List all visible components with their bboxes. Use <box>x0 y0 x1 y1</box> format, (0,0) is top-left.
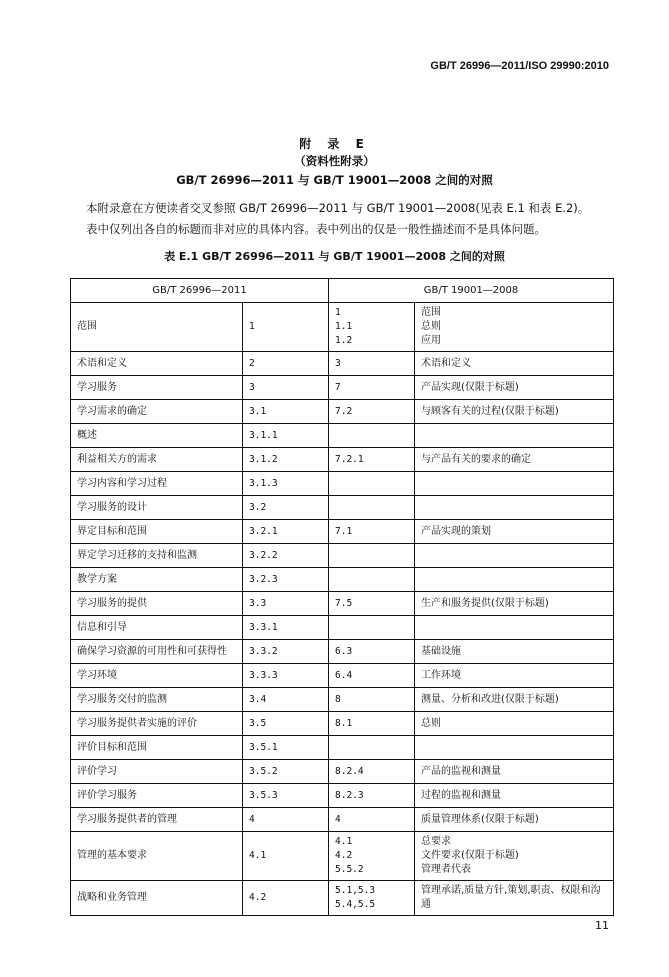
cell-gbt19001-clause <box>329 664 415 688</box>
table-caption: 表 E.1 GB/T 26996—2011 与 GB/T 19001—2008 之间的对照 <box>164 250 505 263</box>
cell-gbt26996-title: 教学方案 <box>71 568 243 592</box>
cell-gbt19001-clause <box>329 784 415 808</box>
cell-gbt19001-clause <box>329 881 415 916</box>
cell-gbt26996-title: 评价学习 <box>71 760 243 784</box>
table-row <box>71 616 614 640</box>
clause-title: 产品实现的策划 <box>421 525 491 537</box>
cell-gbt26996-clause: 3.1.3 <box>243 472 329 496</box>
clause-number: 8 <box>335 693 341 705</box>
cell-gbt26996-clause: 3.3.3 <box>243 664 329 688</box>
cell-gbt26996-clause: 3.5.3 <box>243 784 329 808</box>
cell-gbt26996-title: 范围 <box>71 303 243 352</box>
clause-number: 4 <box>335 813 341 825</box>
cell-gbt26996-clause: 3.2 <box>243 496 329 520</box>
cell-gbt19001-title <box>415 472 614 496</box>
cell-gbt19001-title <box>415 808 614 832</box>
cell-gbt26996-clause: 3.5.2 <box>243 760 329 784</box>
clause-title: 过程的监视和测量 <box>421 789 501 801</box>
page-number: 11 <box>595 919 609 932</box>
cell-gbt19001-clause <box>329 832 415 881</box>
clause-number: 3 <box>335 357 341 369</box>
cell-gbt19001-clause <box>329 688 415 712</box>
cell-gbt26996-title: 学习服务交付的监测 <box>71 688 243 712</box>
table-row <box>71 832 614 881</box>
cell-gbt26996-title: 学习服务提供者的管理 <box>71 808 243 832</box>
cell-gbt19001-title <box>415 616 614 640</box>
cell-gbt19001-title <box>415 303 614 352</box>
cell-gbt19001-title <box>415 568 614 592</box>
table-row <box>71 520 614 544</box>
cell-gbt19001-clause <box>329 424 415 448</box>
table-row <box>71 736 614 760</box>
appendix-title: GB/T 26996—2011 与 GB/T 19001—2008 之间的对照 <box>176 173 493 187</box>
cell-gbt19001-title <box>415 664 614 688</box>
clause-title: 与产品有关的要求的确定 <box>421 453 531 465</box>
clause-title: 管理承诺,质量方针,策划,职责、权限和沟通 <box>421 885 601 910</box>
cell-gbt19001-title <box>415 784 614 808</box>
cell-gbt19001-title <box>415 688 614 712</box>
cell-gbt19001-title <box>415 400 614 424</box>
cell-gbt26996-clause: 3.1.2 <box>243 448 329 472</box>
cell-gbt19001-clause <box>329 712 415 736</box>
clause-number: 7 <box>335 381 341 393</box>
comparison-table <box>70 278 614 916</box>
table-row <box>71 448 614 472</box>
cell-gbt19001-clause <box>329 520 415 544</box>
cell-gbt26996-clause: 4.2 <box>243 881 329 916</box>
clause-title: 应用 <box>421 335 441 346</box>
cell-gbt19001-title <box>415 760 614 784</box>
table-row <box>71 760 614 784</box>
intro-line-2: 表中仅列出各自的标题而非对应的具体内容。表中列出的仅是一般性描述而不是具体问题。 <box>86 222 546 236</box>
table-body <box>71 303 614 916</box>
table-row <box>71 352 614 376</box>
cell-gbt26996-title: 管理的基本要求 <box>71 832 243 881</box>
cell-gbt19001-clause <box>329 303 415 352</box>
clause-title: 管理者代表 <box>421 864 471 875</box>
clause-number: 4.1 <box>335 836 353 847</box>
cell-gbt19001-clause <box>329 736 415 760</box>
cell-gbt26996-title: 利益相关方的需求 <box>71 448 243 472</box>
table-row <box>71 664 614 688</box>
clause-title: 生产和服务提供(仅限于标题) <box>421 597 549 609</box>
cell-gbt26996-title: 学习服务 <box>71 376 243 400</box>
cell-gbt26996-clause: 3.1 <box>243 400 329 424</box>
cell-gbt26996-title: 学习内容和学习过程 <box>71 472 243 496</box>
cell-gbt26996-title: 学习服务提供者实施的评价 <box>71 712 243 736</box>
cell-gbt26996-clause: 3.4 <box>243 688 329 712</box>
appendix-type: （资料性附录） <box>294 154 375 168</box>
standard-id: GB/T 26996—2011/ISO 29990:2010 <box>430 60 609 72</box>
clause-title: 总则 <box>421 321 441 332</box>
cell-gbt26996-title: 学习环境 <box>71 664 243 688</box>
cell-gbt26996-title: 学习服务的设计 <box>71 496 243 520</box>
table-row <box>71 592 614 616</box>
table-row <box>71 400 614 424</box>
table-row <box>71 568 614 592</box>
clause-number: 6.3 <box>335 645 353 657</box>
cell-gbt19001-clause <box>329 592 415 616</box>
header-gbt26996: GB/T 26996—2011 <box>71 279 329 303</box>
table-row <box>71 640 614 664</box>
cell-gbt19001-clause <box>329 376 415 400</box>
table-row <box>71 496 614 520</box>
cell-gbt19001-title <box>415 712 614 736</box>
clause-number: 5.1,5.3 <box>335 885 376 896</box>
cell-gbt19001-clause <box>329 568 415 592</box>
cell-gbt19001-title <box>415 520 614 544</box>
clause-title: 范围 <box>421 307 441 318</box>
clause-number: 7.1 <box>335 525 353 537</box>
cell-gbt26996-clause: 1 <box>243 303 329 352</box>
clause-number: 1 <box>335 307 341 318</box>
clause-number: 5.4,5.5 <box>335 899 376 910</box>
cell-gbt26996-title: 评价目标和范围 <box>71 736 243 760</box>
table-row <box>71 784 614 808</box>
cell-gbt26996-clause: 3.1.1 <box>243 424 329 448</box>
cell-gbt19001-clause <box>329 352 415 376</box>
clause-title: 产品实现(仅限于标题) <box>421 381 519 393</box>
clause-number: 5.5.2 <box>335 864 364 875</box>
cell-gbt26996-clause: 3 <box>243 376 329 400</box>
cell-gbt26996-clause: 3.3.2 <box>243 640 329 664</box>
table-header-row <box>71 279 614 303</box>
cell-gbt19001-clause <box>329 640 415 664</box>
cell-gbt19001-title <box>415 640 614 664</box>
table-row <box>71 544 614 568</box>
clause-title: 术语和定义 <box>421 357 471 369</box>
table-row <box>71 472 614 496</box>
cell-gbt26996-clause: 4.1 <box>243 832 329 881</box>
intro-paragraph <box>86 198 601 240</box>
clause-number: 8.2.4 <box>335 765 364 777</box>
cell-gbt26996-clause: 3.3 <box>243 592 329 616</box>
clause-number: 8.1 <box>335 717 353 729</box>
cell-gbt19001-clause <box>329 760 415 784</box>
cell-gbt26996-clause: 3.2.1 <box>243 520 329 544</box>
cell-gbt19001-title <box>415 352 614 376</box>
cell-gbt19001-title <box>415 832 614 881</box>
cell-gbt26996-title: 术语和定义 <box>71 352 243 376</box>
cell-gbt19001-clause <box>329 544 415 568</box>
clause-title: 总则 <box>421 717 441 729</box>
cell-gbt19001-title <box>415 544 614 568</box>
cell-gbt26996-title: 信息和引导 <box>71 616 243 640</box>
cell-gbt19001-title <box>415 448 614 472</box>
clause-number: 7.5 <box>335 597 353 609</box>
clause-title: 文件要求(仅限于标题) <box>421 850 519 861</box>
cell-gbt19001-title <box>415 736 614 760</box>
clause-title: 质量管理体系(仅限于标题) <box>421 813 539 825</box>
clause-number: 1.2 <box>335 335 353 346</box>
cell-gbt19001-title <box>415 496 614 520</box>
cell-gbt19001-title <box>415 881 614 916</box>
clause-number: 8.2.3 <box>335 789 364 801</box>
cell-gbt26996-clause: 2 <box>243 352 329 376</box>
clause-title: 工作环境 <box>421 669 461 681</box>
clause-title: 总要求 <box>421 836 451 847</box>
header-gbt19001: GB/T 19001—2008 <box>329 279 614 303</box>
cell-gbt26996-title: 战略和业务管理 <box>71 881 243 916</box>
cell-gbt19001-clause <box>329 616 415 640</box>
table-row <box>71 881 614 916</box>
table-row <box>71 303 614 352</box>
cell-gbt26996-title: 学习服务的提供 <box>71 592 243 616</box>
cell-gbt26996-title: 评价学习服务 <box>71 784 243 808</box>
cell-gbt26996-title: 学习需求的确定 <box>71 400 243 424</box>
cell-gbt26996-title: 概述 <box>71 424 243 448</box>
table-row <box>71 424 614 448</box>
cell-gbt26996-title: 界定学习迁移的支持和监测 <box>71 544 243 568</box>
cell-gbt26996-clause: 3.2.3 <box>243 568 329 592</box>
clause-title: 基础设施 <box>421 645 461 657</box>
table-row <box>71 376 614 400</box>
clause-number: 6.4 <box>335 669 353 681</box>
cell-gbt26996-clause: 3.2.2 <box>243 544 329 568</box>
cell-gbt19001-clause <box>329 448 415 472</box>
table-row <box>71 808 614 832</box>
cell-gbt26996-clause: 3.5 <box>243 712 329 736</box>
clause-title: 测量、分析和改进(仅限于标题) <box>421 693 559 705</box>
cell-gbt19001-title <box>415 376 614 400</box>
appendix-label: 附 录 E <box>299 137 370 151</box>
clause-number: 7.2.1 <box>335 453 364 465</box>
cell-gbt19001-clause <box>329 472 415 496</box>
clause-number: 7.2 <box>335 405 353 417</box>
clause-title: 与顾客有关的过程(仅限于标题) <box>421 405 559 417</box>
intro-line-1: 本附录意在方便读者交叉参照 GB/T 26996—2011 与 GB/T 19001—2008(见表 E.1 和表 E.2)。 <box>86 201 590 215</box>
cell-gbt26996-clause: 4 <box>243 808 329 832</box>
cell-gbt26996-clause: 3.5.1 <box>243 736 329 760</box>
clause-number: 4.2 <box>335 850 353 861</box>
cell-gbt19001-clause <box>329 400 415 424</box>
cell-gbt19001-clause <box>329 808 415 832</box>
table-row <box>71 712 614 736</box>
cell-gbt19001-clause <box>329 496 415 520</box>
table-row <box>71 688 614 712</box>
cell-gbt26996-title: 界定目标和范围 <box>71 520 243 544</box>
clause-title: 产品的监视和测量 <box>421 765 501 777</box>
cell-gbt19001-title <box>415 424 614 448</box>
cell-gbt26996-clause: 3.3.1 <box>243 616 329 640</box>
cell-gbt26996-title: 确保学习资源的可用性和可获得性 <box>71 640 243 664</box>
cell-gbt19001-title <box>415 592 614 616</box>
clause-number: 1.1 <box>335 321 353 332</box>
